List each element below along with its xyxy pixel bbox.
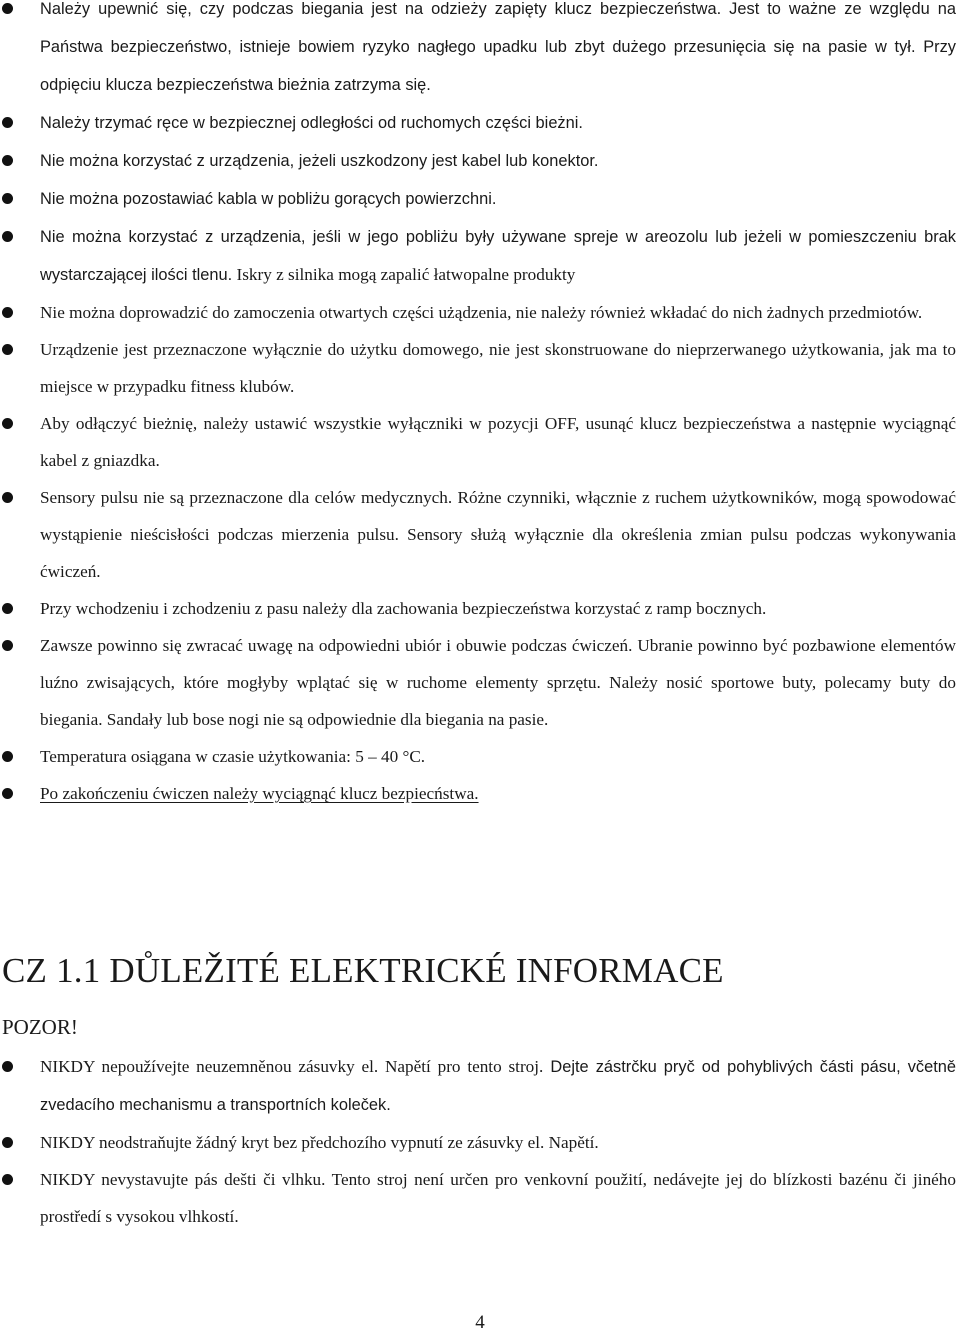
warning-heading: POZOR! xyxy=(2,1015,78,1039)
electrical-warnings-list xyxy=(0,1048,958,1235)
list-item-text: Zawsze powinno się zwracać uwagę na odpowiedni ubiór i obuwie podczas ćwiczeń. Ubranie powinno być pozbawione elementów luźno zwisających, które mogłyby wplątać się w ruchome elementy sprzętu. Należy nosić sportowe buty, polecamy buty do biegania. Sandały lub bose nogi nie są odpowiednie dla biegania na pasie. xyxy=(40,636,956,729)
list-item-text: Nie można korzystać z urządzenia, jeśli w jego pobliżu były używane spreje w areozolu lub jeżeli w pomieszczeniu brak wystarczającej ilości tlenu. xyxy=(40,228,956,284)
bullet-icon xyxy=(2,231,13,242)
list-item-text: Należy upewnić się, czy podczas biegania jest na odzieży zapięty klucz bezpieczeństwa. Jest to ważne ze względu na Państwa bezpieczeństwo, istnieje bowiem ryzyko nagłego upadku lub zbyt dużego przesunięcia się na pasie w tył. Przy odpięciu klucza bezpieczeństwa bieżnia zatrzyma się. xyxy=(40,0,956,94)
list-item xyxy=(0,0,958,104)
bullet-icon xyxy=(2,1174,13,1185)
section-title: CZ 1.1 DŮLEŽITÉ ELEKTRICKÉ INFORMACE xyxy=(2,951,724,990)
list-item xyxy=(0,738,958,775)
list-item xyxy=(0,1161,958,1235)
list-item xyxy=(0,331,958,405)
list-item-text: Nie można pozostawiać kabla w pobliżu gorących powierzchni. xyxy=(40,190,497,208)
bullet-icon xyxy=(2,307,13,318)
list-item xyxy=(0,479,958,590)
list-item-text: Nie można korzystać z urządzenia, jeżeli uszkodzony jest kabel lub konektor. xyxy=(40,152,599,170)
list-item xyxy=(0,775,958,812)
bullet-icon xyxy=(2,492,13,503)
bullet-icon xyxy=(2,788,13,799)
bullet-icon xyxy=(2,193,13,204)
bullet-icon xyxy=(2,603,13,614)
list-item xyxy=(0,180,958,218)
list-item-text: Iskry z silnika mogą zapalić łatwopalne produkty xyxy=(232,265,576,284)
list-item-text: Należy trzymać ręce w bezpiecznej odległości od ruchomych części bieżni. xyxy=(40,114,583,132)
bullet-icon xyxy=(2,751,13,762)
list-item xyxy=(0,1048,958,1124)
bullet-icon xyxy=(2,3,13,14)
bullet-icon xyxy=(2,640,13,651)
list-item xyxy=(0,405,958,479)
list-item xyxy=(0,218,958,294)
list-item-text: Sensory pulsu nie są przeznaczone dla celów medycznych. Różne czynniki, włącznie z ruchem użytkowników, mogą spowodować wystąpienie nieścisłości podczas mierzenia pulsu. Sensory służą wyłącznie dla określenia zmian pulsu podczas wykonywania ćwiczeń. xyxy=(40,488,956,581)
bullet-icon xyxy=(2,1061,13,1072)
list-item xyxy=(0,590,958,627)
list-item-text: Po zakończeniu ćwiczen należy wyciągnąć klucz bezpiecństwa. xyxy=(40,784,479,803)
bullet-icon xyxy=(2,418,13,429)
list-item xyxy=(0,294,958,331)
bullet-icon xyxy=(2,155,13,166)
list-item-text: Nie można doprowadzić do zamoczenia otwartych części użądzenia, nie należy również wkładać do nich żadnych przedmiotów. xyxy=(40,303,923,322)
list-item-text: Przy wchodzeniu i zchodzeniu z pasu należy dla zachowania bezpieczeństwa korzystać z ramp bocznych. xyxy=(40,599,767,618)
list-item xyxy=(0,1124,958,1161)
bullet-icon xyxy=(2,344,13,355)
list-item-text: Temperatura osiągana w czasie użytkowania: 5 – 40 °C. xyxy=(40,747,426,766)
list-item-text: NIKDY nepoužívejte neuzemněnou zásuvky el. Napětí pro tento stroj. xyxy=(40,1057,544,1076)
list-item-text: Urządzenie jest przeznaczone wyłącznie do użytku domowego, nie jest skonstruowane do nieprzerwanego użytkowania, jak ma to miejsce w przypadku fitness klubów. xyxy=(40,340,956,396)
page-number: 4 xyxy=(475,1312,485,1333)
bullet-icon xyxy=(2,1137,13,1148)
list-item-text: Dejte zástrčku pryč od pohyblivých části pásu, včetně zvedacího mechanismu a transportních koleček. xyxy=(40,1058,956,1114)
list-item-text: Aby odłączyć bieżnię, należy ustawić wszystkie wyłączniki w pozycji OFF, usunąć klucz bezpieczeństwa a następnie wyciągnąć kabel z gniazdka. xyxy=(40,414,956,470)
list-item xyxy=(0,142,958,180)
list-item-text: NIKDY nevystavujte pás dešti či vlhku. Tento stroj není určen pro venkovní použití, nedávejte jej do blízkosti bazénu či jiného prostředí s vysokou vlhkostí. xyxy=(40,1170,956,1226)
list-item xyxy=(0,104,958,142)
list-item xyxy=(0,627,958,738)
bullet-icon xyxy=(2,117,13,128)
list-item-text: NIKDY neodstraňujte žádný kryt bez předchozího vypnutí ze zásuvky el. Napětí. xyxy=(40,1133,599,1152)
